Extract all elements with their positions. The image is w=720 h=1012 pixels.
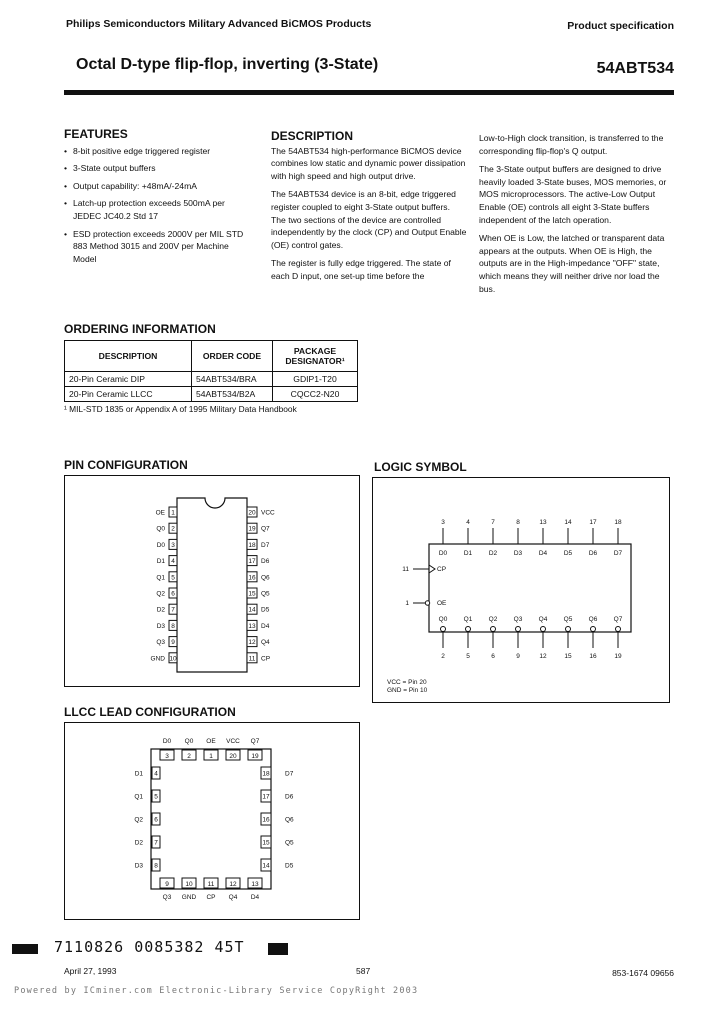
d-pin-number: 17 bbox=[589, 519, 597, 526]
pin-number: 9 bbox=[165, 881, 169, 888]
logic-symbol-heading: LOGIC SYMBOL bbox=[374, 460, 467, 474]
pin-name: Q4 bbox=[261, 639, 270, 647]
list-item: • Latch-up protection exceeds 500mA per JEDEC JC40.2 Std 17 bbox=[64, 197, 254, 222]
llcc-diagram bbox=[65, 723, 359, 919]
q-pin-number: 15 bbox=[564, 653, 572, 660]
d-pin-number: 13 bbox=[539, 519, 547, 526]
page-title: Octal D-type flip-flop, inverting (3-State) bbox=[76, 56, 379, 73]
llcc-heading: LLCC LEAD CONFIGURATION bbox=[64, 705, 236, 719]
pin-name: OE bbox=[155, 509, 165, 517]
features-list bbox=[64, 145, 254, 266]
description-continued bbox=[479, 132, 675, 301]
barcode-mark-left bbox=[12, 944, 38, 954]
pin-number: 1 bbox=[171, 509, 175, 517]
pin-name: D5 bbox=[261, 606, 270, 614]
pin-name: Q2 bbox=[134, 816, 143, 824]
pin-number: 10 bbox=[169, 655, 177, 663]
pin-number: 20 bbox=[229, 753, 237, 760]
barcode-text: 7110826 0085382 45T bbox=[54, 938, 245, 956]
table-cell: GDIP1-T20 bbox=[273, 372, 358, 387]
pin-name: Q0 bbox=[156, 525, 165, 533]
pin-number: 9 bbox=[171, 639, 175, 647]
pin-name: D2 bbox=[134, 839, 143, 847]
description-p3: The register is fully edge triggered. The state of each D input, one set-up time before the bbox=[271, 258, 451, 281]
oe-label: OE bbox=[437, 600, 447, 607]
pin-name: Q4 bbox=[228, 894, 238, 901]
description-p6: When OE is Low, the latched or transparent data appears at the outputs. When OE is High, the outputs are in the High-impedance "OFF" state, which means they will neither drive nor load the bus. bbox=[479, 233, 665, 294]
pin-number: 16 bbox=[248, 574, 256, 582]
q-pin-number: 2 bbox=[441, 653, 445, 660]
pin-name: Q5 bbox=[285, 839, 294, 847]
description-heading: DESCRIPTION bbox=[271, 129, 354, 143]
table-cell: CQCC2-N20 bbox=[273, 387, 358, 402]
pin-number: 17 bbox=[262, 793, 270, 801]
d-pin-name: D7 bbox=[613, 550, 623, 557]
pin-name: D1 bbox=[156, 558, 165, 566]
table-row bbox=[65, 372, 358, 387]
pin-config-heading: PIN CONFIGURATION bbox=[64, 458, 188, 472]
list-item: • 3-State output buffers bbox=[64, 162, 254, 175]
pin-name: Q7 bbox=[250, 738, 260, 745]
table-cell: 20-Pin Ceramic DIP bbox=[65, 372, 192, 387]
pin-number: 13 bbox=[251, 881, 259, 888]
pin-number: 6 bbox=[171, 590, 175, 598]
pin-number: 13 bbox=[248, 622, 256, 630]
doc-type: Product specification bbox=[567, 20, 674, 32]
pin-name: Q1 bbox=[134, 793, 143, 801]
llcc-box bbox=[64, 722, 360, 920]
dip-diagram bbox=[65, 476, 359, 686]
logic-body bbox=[429, 544, 631, 632]
pin-number: 16 bbox=[262, 816, 270, 824]
logic-diagram bbox=[373, 478, 669, 702]
dip-body bbox=[177, 498, 247, 672]
pin-name: Q2 bbox=[156, 590, 165, 598]
pin-number: 3 bbox=[171, 541, 175, 549]
pin-name: D4 bbox=[261, 622, 270, 630]
pin-number: 12 bbox=[229, 881, 237, 888]
dip-pins bbox=[151, 507, 275, 663]
pin-number: 5 bbox=[171, 574, 175, 582]
ordering-heading: ORDERING INFORMATION bbox=[64, 322, 216, 336]
q-pin-name: Q7 bbox=[613, 616, 623, 623]
q-pin-name: Q0 bbox=[438, 616, 448, 623]
pin-name: Q6 bbox=[285, 816, 294, 824]
q-pin-number: 6 bbox=[491, 653, 495, 660]
q-pin-number: 19 bbox=[614, 653, 622, 660]
column-header: ORDER CODE bbox=[192, 341, 273, 372]
pin-name: D6 bbox=[261, 558, 270, 566]
cp-pin-number: 11 bbox=[402, 566, 409, 573]
inversion-bubble bbox=[566, 627, 571, 632]
pin-number: 8 bbox=[154, 862, 158, 870]
pin-name: CP bbox=[261, 655, 271, 663]
pin-number: 18 bbox=[262, 770, 270, 778]
pin-name: D1 bbox=[134, 770, 143, 778]
table-cell: 54ABT534/BRA bbox=[192, 372, 273, 387]
llcc-body bbox=[151, 749, 271, 889]
d-pin-name: D0 bbox=[438, 550, 448, 557]
pin-name: OE bbox=[206, 738, 216, 745]
q-pin-name: Q5 bbox=[563, 616, 573, 623]
d-pin-number: 14 bbox=[564, 519, 572, 526]
d-pin-name: D4 bbox=[538, 550, 548, 557]
pin-number: 2 bbox=[187, 753, 191, 760]
description-p2: The 54ABT534 device is an 8-bit, edge triggered register coupled to eight 3-State output buffers. The two sections of the device are controlled independently by the clock (CP) and Output Enable (OE) control gates. bbox=[271, 189, 467, 250]
description-p4: Low-to-High clock transition, is transferred to the corresponding flip-flop's Q output. bbox=[479, 133, 664, 156]
q-pin-number: 12 bbox=[539, 653, 547, 660]
oe-bubble bbox=[425, 601, 429, 605]
pin-number: 2 bbox=[171, 525, 175, 533]
pin-number: 14 bbox=[248, 606, 256, 614]
inversion-bubble bbox=[591, 627, 596, 632]
pin-number: 7 bbox=[171, 606, 175, 614]
q-pin-name: Q6 bbox=[588, 616, 598, 623]
pin-name: D3 bbox=[134, 862, 143, 870]
table-cell: 54ABT534/B2A bbox=[192, 387, 273, 402]
pin-name: D3 bbox=[156, 622, 165, 630]
pin-name: D4 bbox=[250, 894, 260, 901]
pin-config-box bbox=[64, 475, 360, 687]
pin-name: D2 bbox=[156, 606, 165, 614]
logic-symbol-box bbox=[372, 477, 670, 703]
d-pin-name: D6 bbox=[588, 550, 598, 557]
part-number: 54ABT534 bbox=[596, 60, 674, 77]
list-item: • 8-bit positive edge triggered register bbox=[64, 145, 254, 158]
d-pin-name: D1 bbox=[463, 550, 473, 557]
q-pin-number: 16 bbox=[589, 653, 597, 660]
pin-name: D0 bbox=[162, 738, 172, 745]
list-item: • ESD protection exceeds 2000V per MIL STD 883 Method 3015 and 200V per Machine Model bbox=[64, 228, 254, 266]
pin-number: 10 bbox=[185, 881, 193, 888]
inversion-bubble bbox=[541, 627, 546, 632]
pin-number: 7 bbox=[154, 839, 158, 847]
inversion-bubble bbox=[491, 627, 496, 632]
llcc-pins bbox=[134, 738, 294, 901]
pin-name: Q6 bbox=[261, 574, 270, 582]
pin-name: VCC bbox=[261, 509, 275, 517]
pin-number: 4 bbox=[154, 770, 158, 778]
pin-number: 15 bbox=[248, 590, 256, 598]
list-item: • Output capability: +48mA/-24mA bbox=[64, 180, 254, 193]
inversion-bubble bbox=[516, 627, 521, 632]
pin-number: 1 bbox=[209, 753, 213, 760]
cp-label: CP bbox=[437, 566, 447, 573]
ordering-note: ¹ MIL-STD 1835 or Appendix A of 1995 Military Data Handbook bbox=[64, 404, 297, 414]
d-pin-number: 8 bbox=[516, 519, 520, 526]
description-section bbox=[271, 130, 467, 289]
pin-number: 8 bbox=[171, 622, 175, 630]
pin-name: Q7 bbox=[261, 525, 270, 533]
pin-name: D5 bbox=[285, 862, 294, 870]
q-pin-name: Q2 bbox=[488, 616, 498, 623]
pin-number: 5 bbox=[154, 793, 158, 801]
pin-name: Q3 bbox=[156, 639, 165, 647]
d-pin-number: 18 bbox=[614, 519, 622, 526]
footer-doc-code: 853-1674 09656 bbox=[612, 968, 674, 978]
pin-number: 3 bbox=[165, 753, 169, 760]
table-row bbox=[65, 387, 358, 402]
pin-name: Q3 bbox=[162, 894, 172, 901]
footer-date: April 27, 1993 bbox=[64, 966, 117, 976]
pin-number: 14 bbox=[262, 862, 270, 870]
pin-name: Q5 bbox=[261, 590, 270, 598]
pin-number: 11 bbox=[248, 655, 256, 663]
header-rule bbox=[64, 90, 674, 95]
pin-number: 20 bbox=[248, 509, 256, 517]
column-header: DESCRIPTION bbox=[65, 341, 192, 372]
description-p5: The 3-State output buffers are designed to drive heavily loaded 3-State buses, MOS memories, or MOS microprocessors. The active-Low Output Enable (OE) controls all eight 3-State buffers independent of the latch operation. bbox=[479, 164, 667, 225]
inversion-bubble bbox=[466, 627, 471, 632]
features-heading: FEATURES bbox=[64, 127, 128, 141]
pin-number: 18 bbox=[248, 541, 256, 549]
pin-number: 4 bbox=[171, 558, 175, 566]
oe-pin-number: 1 bbox=[405, 600, 409, 607]
pin-number: 15 bbox=[262, 839, 270, 847]
pin-number: 19 bbox=[251, 753, 259, 760]
d-pin-name: D3 bbox=[513, 550, 523, 557]
pin-number: 19 bbox=[248, 525, 256, 533]
q-pin-number: 9 bbox=[516, 653, 520, 660]
features-section bbox=[64, 128, 254, 270]
d-pin-name: D5 bbox=[563, 550, 573, 557]
clock-triangle bbox=[429, 565, 435, 573]
inversion-bubble bbox=[441, 627, 446, 632]
logic-pins bbox=[402, 519, 622, 660]
pin-name: GND bbox=[181, 894, 197, 901]
d-pin-number: 7 bbox=[491, 519, 495, 526]
q-pin-name: Q3 bbox=[513, 616, 523, 623]
d-pin-name: D2 bbox=[488, 550, 498, 557]
table-cell: 20-Pin Ceramic LLCC bbox=[65, 387, 192, 402]
ordering-section bbox=[64, 322, 358, 414]
q-pin-number: 5 bbox=[466, 653, 470, 660]
q-pin-name: Q4 bbox=[538, 616, 548, 623]
ordering-table bbox=[64, 340, 358, 402]
pin-name: D7 bbox=[285, 770, 294, 778]
footer-page: 587 bbox=[356, 966, 371, 976]
description-p1: The 54ABT534 high-performance BiCMOS device combines low static and dynamic power dissipation with high speed and high output drive. bbox=[271, 145, 466, 181]
q-pin-name: Q1 bbox=[463, 616, 473, 623]
pin-number: 17 bbox=[248, 558, 256, 566]
vcc-note: VCC = Pin 20 bbox=[387, 679, 427, 686]
pin-name: VCC bbox=[226, 738, 240, 745]
gnd-note: GND = Pin 10 bbox=[387, 687, 428, 694]
d-pin-number: 4 bbox=[466, 519, 470, 526]
pin-name: D0 bbox=[156, 541, 165, 549]
d-pin-number: 3 bbox=[441, 519, 445, 526]
barcode-mark-right bbox=[268, 943, 288, 955]
pin-name: CP bbox=[206, 894, 216, 901]
company-name: Philips Semiconductors Military Advanced BiCMOS Products bbox=[66, 18, 372, 30]
pin-number: 11 bbox=[207, 881, 215, 888]
pin-name: Q0 bbox=[184, 738, 194, 745]
pin-number: 12 bbox=[248, 639, 256, 647]
pin-name: D6 bbox=[285, 793, 294, 801]
inversion-bubble bbox=[616, 627, 621, 632]
copyright: Powered by ICminer.com Electronic-Library Service CopyRight 2003 bbox=[14, 986, 419, 996]
pin-name: Q1 bbox=[156, 574, 165, 582]
pin-name: GND bbox=[150, 655, 165, 663]
pin-name: D7 bbox=[261, 541, 270, 549]
pin-number: 6 bbox=[154, 816, 158, 824]
column-header: PACKAGE DESIGNATOR¹ bbox=[273, 341, 358, 372]
